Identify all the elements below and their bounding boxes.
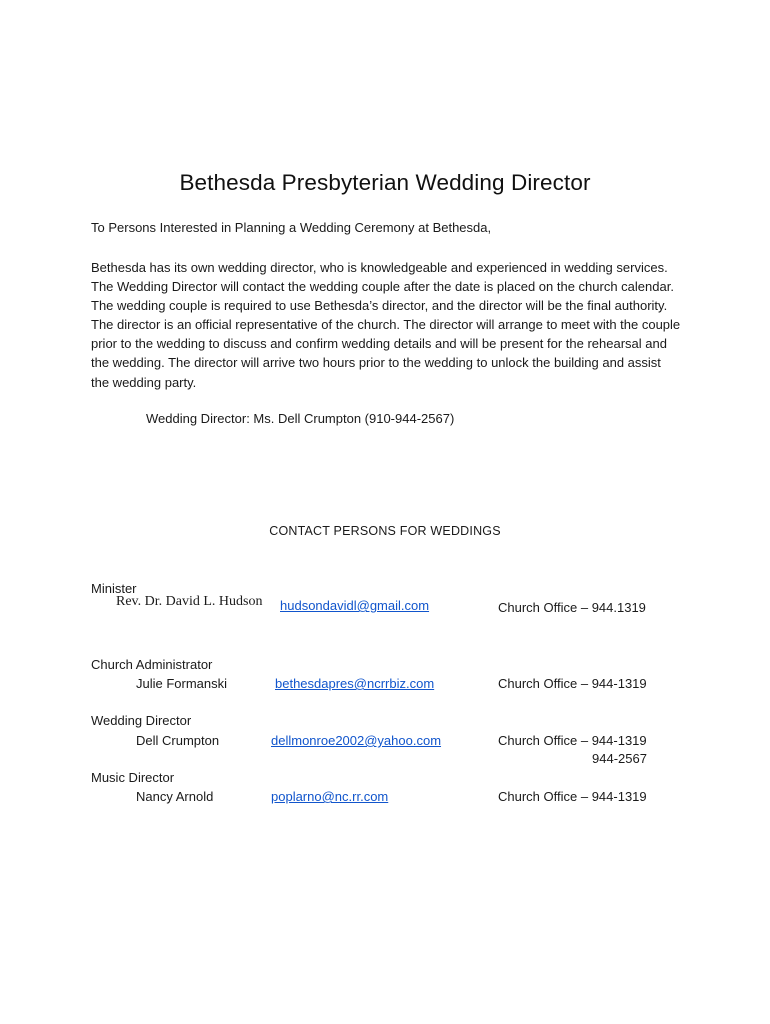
contact-office-phone: Church Office – 944.1319: [498, 600, 646, 615]
contact-role: Minister: [91, 581, 137, 596]
contact-name: Julie Formanski: [136, 676, 228, 691]
contacts-heading: CONTACT PERSONS FOR WEDDINGS: [269, 524, 501, 538]
contact-name: Nancy Arnold: [136, 789, 214, 804]
contact-role: Wedding Director: [91, 713, 192, 728]
contact-email-link[interactable]: dellmonroe2002@yahoo.com: [271, 733, 442, 748]
contact-office-phone: Church Office – 944-1319: [498, 676, 647, 691]
body-paragraph: Bethesda has its own wedding director, who is knowledgeable and experienced in wedding services. The Wedding Director will contact the wedding couple after the date is placed on the church calendar. The wedding couple is required to use Bethesda’s director, and the director will be the final authority. The director is an official representative of the church. The director will arrange to meet with the couple prior to the wedding to discuss and confirm wedding details and will be present for the rehearsal and the wedding. The director will arrive two hours prior to the wedding to unlock the building and assist the wedding party.: [91, 260, 681, 390]
page-title: Bethesda Presbyterian Wedding Director: [179, 170, 591, 195]
contact-office-phone: Church Office – 944-1319: [498, 789, 647, 804]
contact-email-link[interactable]: bethesdapres@ncrrbiz.com: [275, 676, 435, 691]
contact-role: Church Administrator: [91, 657, 213, 672]
contact-name: Dell Crumpton: [136, 733, 220, 748]
contact-role: Music Director: [91, 770, 175, 785]
contact-email-link[interactable]: poplarno@nc.rr.com: [271, 789, 389, 804]
wedding-director-line: Wedding Director: Ms. Dell Crumpton (910-944-2567): [146, 411, 455, 426]
contact-extra-phone: 944-2567: [592, 751, 647, 766]
greeting-line: To Persons Interested in Planning a Wedding Ceremony at Bethesda,: [91, 220, 492, 235]
contact-office-phone: Church Office – 944-1319: [498, 733, 647, 748]
contact-name: Rev. Dr. David L. Hudson: [116, 594, 263, 609]
contact-email-link[interactable]: hudsondavidl@gmail.com: [280, 598, 430, 613]
